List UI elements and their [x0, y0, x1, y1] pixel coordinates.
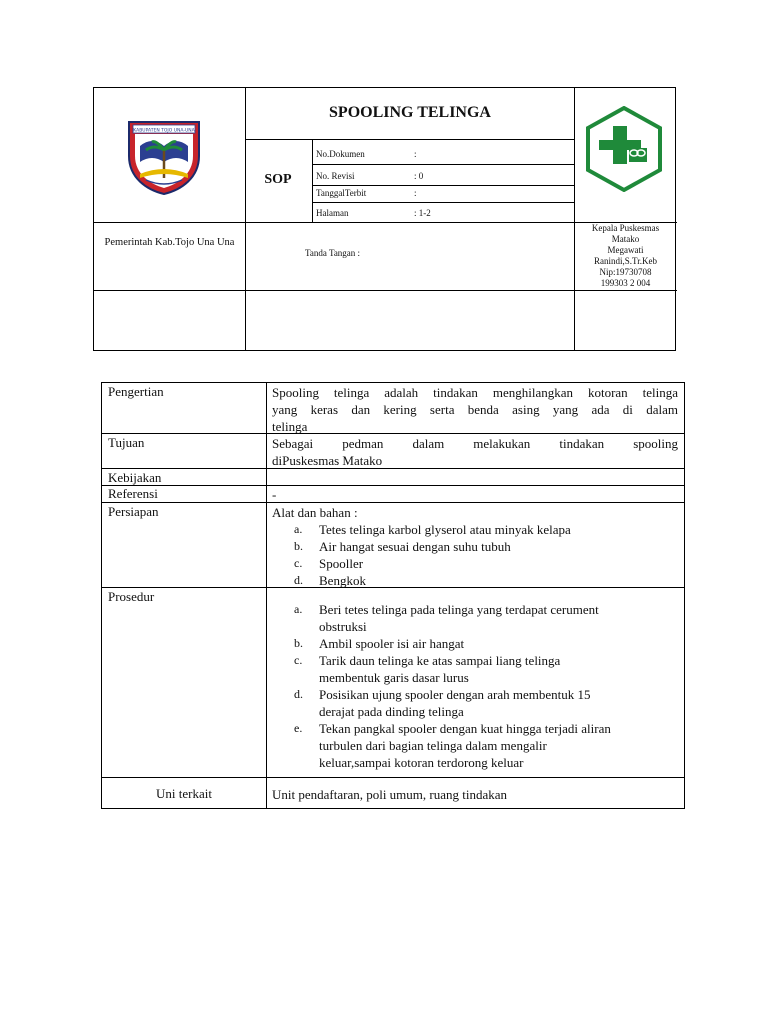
row-label-unit-terkait: Uni terkait [156, 786, 212, 801]
sop-label: SOP [264, 172, 292, 187]
government-name: Pemerintah Kab.Tojo Una Una [104, 237, 235, 248]
divider [102, 777, 684, 778]
head-of-puskesmas: Kepala Puskesmas Matako Megawati Ranindi,S.Tr.Keb Nip:19730708 199303 2 004 [591, 223, 660, 288]
svg-text:KABUPATEN TOJO UNA-UNA: KABUPATEN TOJO UNA-UNA [133, 128, 195, 134]
divider [94, 290, 677, 291]
row-label-prosedur: Prosedur [108, 589, 155, 604]
divider [245, 139, 574, 140]
sop-header [93, 87, 676, 351]
meta-row-page: Halaman : 1-2 [316, 208, 431, 218]
list-item: b. Ambil spooler isi air hangat [294, 636, 465, 651]
divider [574, 88, 575, 350]
list-item: a. Tetes telinga karbol glyserol atau minyak kelapa [294, 522, 571, 537]
list-item: e. Tekan pangkal spooler dengan kuat hingga terjadi aliran turbulen dari bagian telinga dalam mengalir keluar,sampai kotoran terdorong keluar [294, 721, 611, 770]
list-item: c. Spooller [294, 556, 364, 571]
list-item: d. Bengkok [294, 573, 366, 588]
list-item: c. Tarik daun telinga ke atas sampai liang telinga membentuk garis dasar lurus [294, 653, 561, 685]
row-label-referensi: Referensi [108, 486, 158, 501]
row-label-persiapan: Persiapan [108, 504, 159, 519]
divider [266, 383, 267, 808]
persiapan-intro: Alat dan bahan : [272, 505, 358, 520]
row-label-tujuan: Tujuan [108, 435, 145, 450]
meta-row-revision: No. Revisi : 0 [316, 171, 424, 181]
row-label-pengertian: Pengertian [108, 384, 164, 399]
divider [245, 88, 246, 350]
row-label-kebijakan: Kebijakan [108, 470, 162, 485]
list-item: d. Posisikan ujung spooler dengan arah membentuk 15 derajat pada dinding telinga [294, 687, 591, 719]
list-item: a. Beri tetes telinga pada telinga yang terdapat cerument obstruksi [294, 602, 599, 634]
prosedur-list [292, 601, 684, 771]
tujuan-text: Sebagai pedman dalam melakukan tindakan spooling diPuskesmas Matako [272, 436, 678, 468]
pengertian-text: Spooling telinga adalah tindakan menghilangkan kotoran telinga yang keras dan kering serta benda asing yang ada di dalam telinga [272, 385, 678, 434]
document-title: SPOOLING TELINGA [329, 104, 491, 121]
unit-terkait-value: Unit pendaftaran, poli umum, ruang tindakan [272, 787, 508, 802]
signature-label: Tanda Tangan : [305, 248, 361, 258]
puskesmas-logo [585, 106, 663, 192]
referensi-value: - [272, 487, 277, 502]
list-item: b. Air hangat sesuai dengan suhu tubuh [294, 539, 511, 554]
meta-row-document-number: No.Dokumen : [316, 149, 417, 159]
sop-content-table [101, 382, 685, 809]
meta-row-issue-date: TanggalTerbit : [316, 188, 417, 198]
persiapan-list [292, 521, 684, 589]
regency-logo [126, 116, 202, 196]
